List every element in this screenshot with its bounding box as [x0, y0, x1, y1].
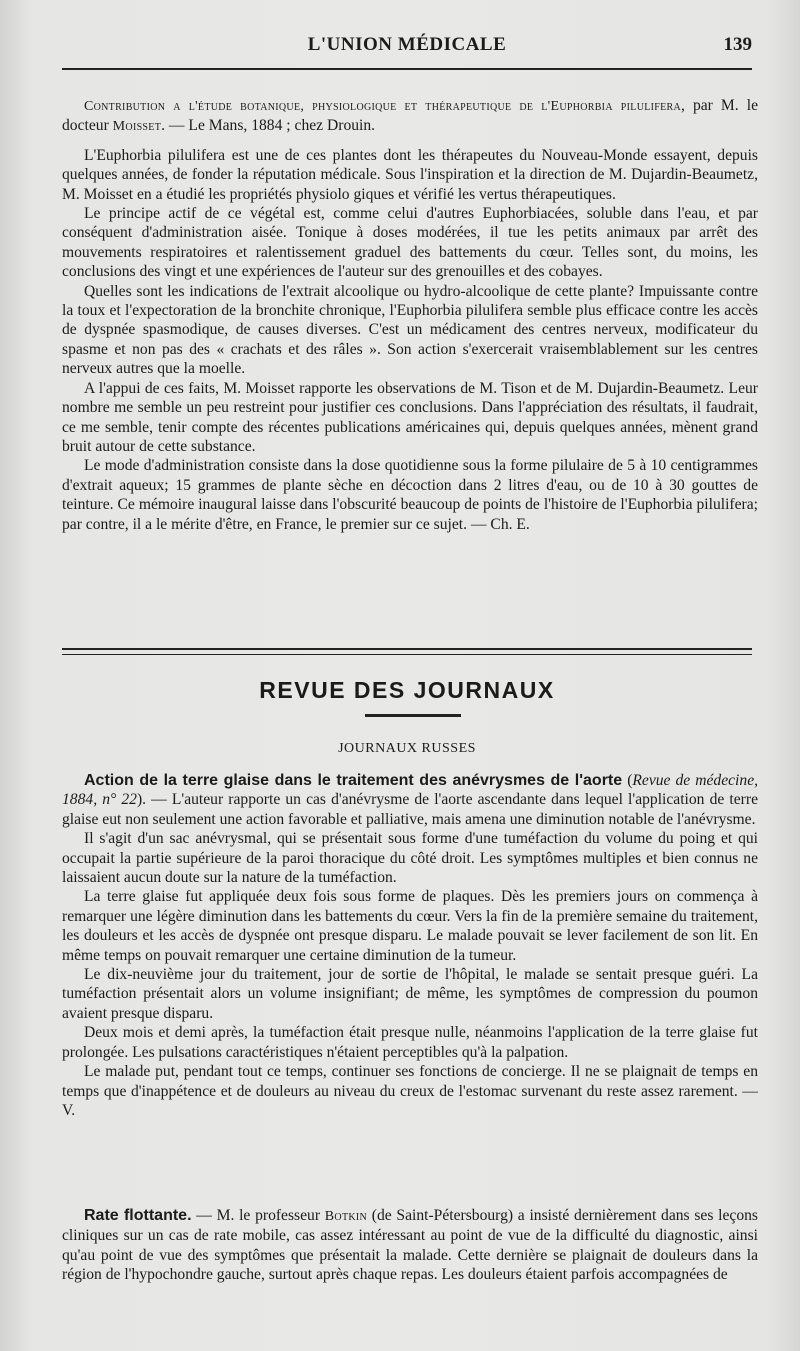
contribution-heading — [62, 96, 758, 137]
contribution-paragraph: L'Euphorbia pilulifera est une de ces plantes dont les thérapeutes du Nouveau-Monde essayent, depuis quelques années, de fonder la réputation médicale. Sous l'inspiration et la direction de M. Dujardin-Beaumetz, M. Moisset en a étudié les propriétés physiolo giques et vérifié les vertus thérapeutiques. — [62, 146, 758, 203]
contribution-title: Contribution a l'étude botanique, physiologique et thérapeutique de l'Euphorbia pilulifera — [84, 99, 682, 114]
contribution-publication: . — Le Mans, 1884 ; chez Drouin. — [161, 117, 376, 135]
article-aorta-source: Revue de médecine, 1884, n° 22 — [62, 772, 759, 809]
section-title-underline — [365, 714, 461, 717]
section-title: REVUE DES JOURNAUX — [259, 677, 555, 703]
section-subtitle: JOURNAUX RUSSES — [338, 741, 476, 756]
page-number: 139 — [723, 34, 752, 55]
article-spleen-paragraph — [62, 1206, 758, 1285]
article-spleen-text-pre: — M. le professeur — [191, 1207, 321, 1224]
article-aorta-source-open: ( — [627, 772, 633, 789]
article-spleen — [62, 1206, 758, 1285]
article-aorta-paragraph: Le dix-neuvième jour du traitement, jour de sortie de l'hôpital, le malade se sentait presque guéri. La tuméfaction présentait alors un volume insignifiant; de même, les symptômes de compression du poumon avaient presque disparu. — [62, 966, 758, 1022]
contribution-paragraph: Le mode d'administration consiste dans la dose quotidienne sous la forme pilulaire de 5 à 10 centigrammes d'extrait aqueux; 15 grammes de plante sèche en décoction dans 2 litres d'eau, ou de 10 à 30 gouttes de teinture. Ce mémoire inaugural laisse dans l'obscurité beaucoup de points de l'histoire de l'Euphorbia pilulifera; par contre, il a le mérite d'être, en France, le premier sur ce sujet. — Ch. E. — [62, 457, 758, 533]
page-header — [62, 34, 752, 64]
article-aorta-paragraph: La terre glaise fut appliquée deux fois sous forme de plaques. Dès les premiers jours on commença à remarquer une légère diminution dans les battements du cœur. Vers la fin de la première semaine du traitement, les douleurs et les accès de dyspnée ont presque disparu. Le malade pouvait se lever facilement de son lit. En même temps on pouvait remarquer une certaine diminution de la tumeur. — [62, 888, 758, 964]
contribution-paragraph: A l'appui de ces faits, M. Moisset rapporte les observations de M. Tison et de M. Dujardin-Beaumetz. Leur nombre me semble un peu restreint pour justifier ces conclusions. Dans l'appréciation des résultats, il faudrait, ce me semble, tenir compte des récentes publications américaines qui, depuis quelques années, mènent grand bruit autour de cette substance. — [62, 379, 758, 455]
article-aorta-intro — [62, 771, 758, 829]
article-aorta-title: Action de la terre glaise dans le traitement des anévrysmes de l'aorte — [84, 772, 623, 789]
article-aorta — [62, 771, 758, 1120]
contribution-author: Moisset — [112, 119, 162, 135]
article-aorta-lead: ). — L'auteur rapporte un cas d'anévrysme de l'aorte ascendante dans lequel l'application de terre glaise eut non seulement une action favorable et palliative, mais amena une diminution notable de l'anévrysme. — [62, 791, 758, 828]
contribution-section — [62, 96, 758, 534]
article-aorta-paragraph: Deux mois et demi après, la tuméfaction était presque nulle, néanmoins l'application de la terre glaise fut prolongée. Les pulsations caractéristiques n'étaient perceptibles qu'à la palpation. — [62, 1024, 758, 1061]
article-spleen-title: Rate flottante. — [84, 1207, 192, 1224]
article-aorta-paragraph: Il s'agit d'un sac anévrysmal, qui se présentait sous forme d'une tuméfaction du volume du poing et qui occupait la partie supérieure de la paroi thoracique du côté droit. Les symptômes multiples et bien connus ne laissaient aucun doute sur la nature de la tuméfaction. — [62, 830, 758, 887]
journal-title: L'UNION MÉDICALE — [307, 34, 507, 55]
contribution-paragraph: Le principe actif de ce végétal est, comme celui d'autres Euphorbiacées, soluble dans l'eau, et par conséquent d'administration aisée. Tonique à doses modérées, il tue les petits animaux par arrêt des mouvements respiratoires et ralentissement graduel des battements du cœur. Telles sont, du moins, les conclusions des vingt et une expériences de l'auteur sur des grenouilles et des cobayes. — [62, 205, 758, 281]
section-rule-top — [62, 648, 752, 650]
contribution-title-rest: , par M. le docteur — [62, 97, 758, 135]
section-rule-bottom — [62, 654, 752, 655]
contribution-paragraph: Quelles sont les indications de l'extrait alcoolique ou hydro-alcoolique de cette plante? Impuissante contre la toux et l'expectoration de la bronchite chronique, l'Euphorbia pilulifera semble plus efficace contre les accès de dyspnée spasmodique, de causes diverses. C'est un médicament des centres nerveux, modificateur du spasme et non pas des « crachats et des râles ». Son action s'exercerait vraisemblablement sur les centres nerveux autres que la moelle. — [62, 282, 758, 378]
article-aorta-paragraph: Le malade put, pendant tout ce temps, continuer ses fonctions de concierge. Il ne se plaignait de temps en temps que d'inappétence et de douleurs au niveau du creux de l'estomac survenant du reste assez rarement. — V. — [62, 1063, 758, 1119]
article-spleen-text: (de Saint-Pétersbourg) a insisté dernièrement dans ses leçons cliniques sur un cas de rate mobile, cas assez intéressant au point de vue de la difficulté du diagnostic, ainsi qu'au point de vue des symptômes que présentait la malade. Cette dernière se plaignait de douleurs dans la région de l'hypochondre gauche, surtout après chaque repas. Les douleurs étaient parfois accompagnées de — [62, 1207, 759, 1284]
header-rule — [62, 68, 752, 70]
article-spleen-author: Botkin — [324, 1209, 368, 1224]
